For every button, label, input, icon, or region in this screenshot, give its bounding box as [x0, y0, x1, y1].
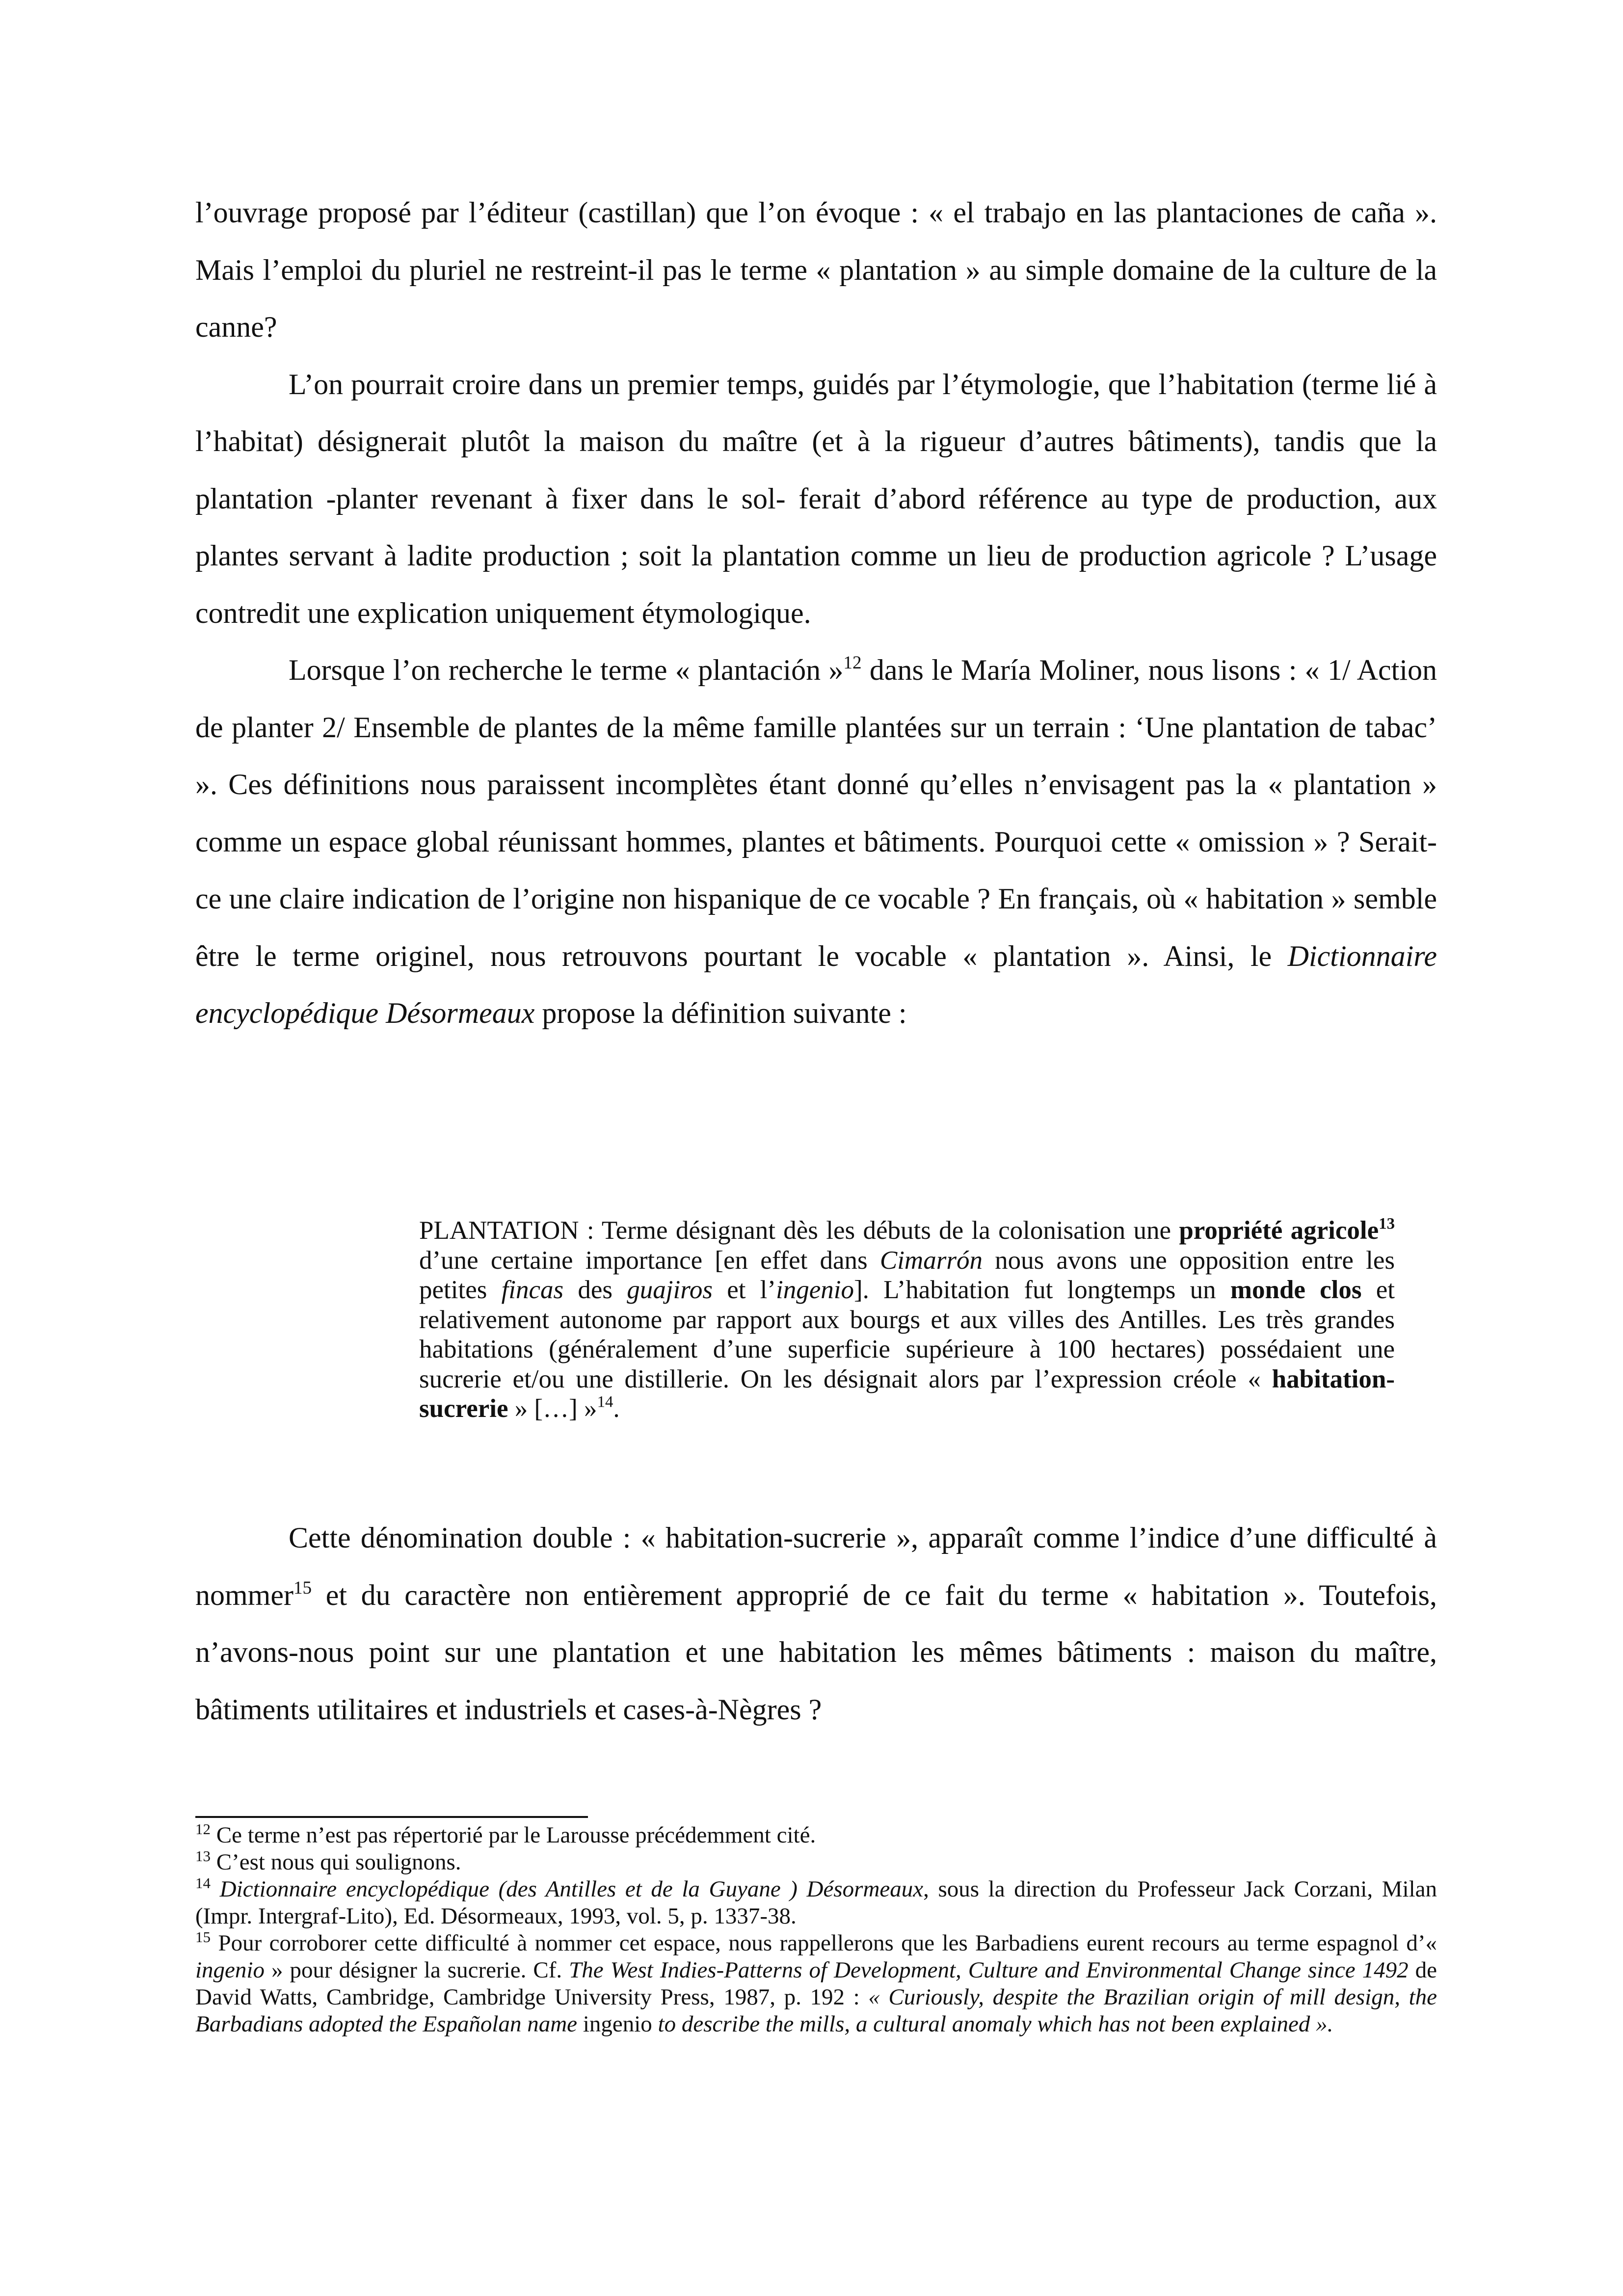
paragraph-3-text-c: propose la définition suivante : [534, 997, 907, 1029]
footnote-number-15: 15 [195, 1928, 211, 1946]
footnote-15-italic-ingenio: ingenio [195, 1957, 265, 1983]
paragraph-2-text: L’on pourrait croire dans un premier temps, guidés par l’étymologie, que l’habitation (terme lié à l’habitat) désignerait plutôt la maison du maître (et à la rigueur d’autres bâtiments), tandis que la plantation -planter revenant à fixer dans le sol- ferait d’abord référence au type de production, aux plantes servant à ladite production ; soit la plantation comme un lieu de production agricole ? L’usage contredit une explication uniquement étymologique. [195, 368, 1437, 629]
quote-italic-ingenio: ingenio [776, 1276, 854, 1304]
quote-text-5: et l’ [712, 1276, 776, 1304]
footnote-ref-13[interactable]: 13 [1379, 1215, 1395, 1233]
paragraph-3-text-b: dans le María Moliner, nous lisons : « 1/ Action de planter 2/ Ensemble de plantes de la même famille plantées sur un terrain : ‘Une plantation de tabac’ ». Ces définitions nous paraissent incomplètes étant donné qu’elles n’envisagent pas la « plantation » comme un espace global réunissant hommes, plantes et bâtiments. Pourquoi cette « omission » ? Serait-ce une claire indication de l’origine non hispanique de ce vocable ? En français, où « habitation » semble être le terme originel, nous retrouvons pourtant le vocable « plantation ». Ainsi, le [195, 654, 1437, 972]
body-lower [195, 1509, 1437, 1738]
paragraph-3-text-a: Lorsque l’on recherche le terme « plantación » [289, 654, 844, 686]
footnote-15-text-a: Pour corroborer cette difficulté à nommer cet espace, nous rappellerons que les Barbadiens eurent recours au terme espagnol d’« [211, 1930, 1437, 1956]
quote-italic-fincas: fincas [501, 1276, 564, 1304]
footnote-15-book-title: The West Indies-Patterns of Development, Culture and Environmental Change since 1492 [569, 1957, 1409, 1983]
footnote-14-text: , sous la direction du Professeur Jack Corzani, Milan (Impr. Intergraf-Lito), Ed. Désormeaux, 1993, vol. 5, p. 1337-38. [195, 1876, 1437, 1929]
footnote-ref-14[interactable]: 14 [597, 1393, 613, 1411]
quote-text-2: d’une certaine importance [en effet dans [419, 1246, 880, 1275]
footnote-number-14: 14 [195, 1874, 211, 1892]
footnote-14-title: Dictionnaire encyclopédique (des Antilles et de la Guyane ) Désormeaux [219, 1876, 924, 1902]
quote-emphasis-habitation-sucrerie: habitation-sucrerie [419, 1364, 1395, 1423]
footnote-14 [195, 1876, 1437, 1930]
paragraph-1 [195, 184, 1437, 356]
footnote-separator [195, 1816, 588, 1818]
footnote-12 [195, 1822, 1437, 1849]
footnote-15 [195, 1930, 1437, 2038]
quote-emphasis-propriete-agricole: propriété agricole [1179, 1216, 1379, 1245]
footnote-15-text-c: de David Watts, Cambridge, Cambridge University Press, 1987, p. 192 : [195, 1957, 1437, 2010]
quote-text-6: ]. L’habitation fut longtemps un [854, 1276, 1230, 1304]
body-upper [195, 184, 1437, 1042]
footnote-ref-12[interactable]: 12 [843, 652, 862, 673]
quote-text-1: PLANTATION : Terme désignant dès les débuts de la colonisation une [419, 1216, 1179, 1245]
footnote-15-quote-ingenio: ingenio [583, 2011, 652, 2037]
paragraph-4-text-a: Cette dénomination double : « habitation-sucrerie », apparaît comme l’indice d’une difficulté à nommer [195, 1522, 1437, 1611]
quote-italic-cimarron: Cimarrón [879, 1246, 983, 1275]
quote-text-3: nous avons une opposition entre les petites [419, 1246, 1395, 1304]
paragraph-1-text: l’ouvrage proposé par l’éditeur (castillan) que l’on évoque : « el trabajo en las plantaciones de caña ». Mais l’emploi du pluriel ne restreint-il pas le terme « plantation » au simple domaine de la culture de la canne? [195, 196, 1437, 343]
footnote-12-text: Ce terme n’est pas répertorié par le Larousse précédemment cité. [211, 1822, 816, 1848]
block-quote-definition [419, 1216, 1395, 1424]
quote-emphasis-monde-clos: monde clos [1230, 1276, 1362, 1304]
quote-italic-guajiros: guajiros [627, 1276, 713, 1304]
paragraph-4 [195, 1509, 1437, 1738]
footnote-number-13: 13 [195, 1847, 211, 1865]
paragraph-2 [195, 356, 1437, 642]
paragraph-3 [195, 641, 1437, 1042]
quote-text-9: . [613, 1394, 620, 1423]
footnote-number-12: 12 [195, 1820, 211, 1838]
footnote-15-quote-b: to describe the mills, a cultural anomaly which has not been explained ». [658, 2011, 1333, 2037]
footnote-15-quote-a: « Curiously, despite the Brazilian origin of mill design, the Barbadians adopted the Españolan name [195, 1984, 1437, 2037]
footnotes [195, 1822, 1437, 2038]
footnote-15-text-b: » pour désigner la sucrerie. Cf. [264, 1957, 569, 1983]
quote-text-8: » […] » [508, 1394, 597, 1423]
footnote-ref-15[interactable]: 15 [293, 1577, 312, 1598]
quote-text-7: et relativement autonome par rapport aux bourgs et aux villes des Antilles. Les très grandes habitations (généralement d’une superficie supérieure à 100 hectares) possédaient une sucrerie et/ou une distillerie. On les désignait alors par l’expression créole « [419, 1276, 1395, 1393]
footnote-13-text: C’est nous qui soulignons. [211, 1849, 461, 1875]
quote-text-4: des [563, 1276, 627, 1304]
dictionary-title: Dictionnaire encyclopédique Désormeaux [195, 939, 1437, 1029]
paragraph-4-text-b: et du caractère non entièrement approprié de ce fait du terme « habitation ». Toutefois, n’avons-nous point sur une plantation et une habitation les mêmes bâtiments : maison du maître, bâtiments utilitaires et industriels et cases-à-Nègres ? [195, 1578, 1437, 1726]
footnote-13 [195, 1849, 1437, 1876]
